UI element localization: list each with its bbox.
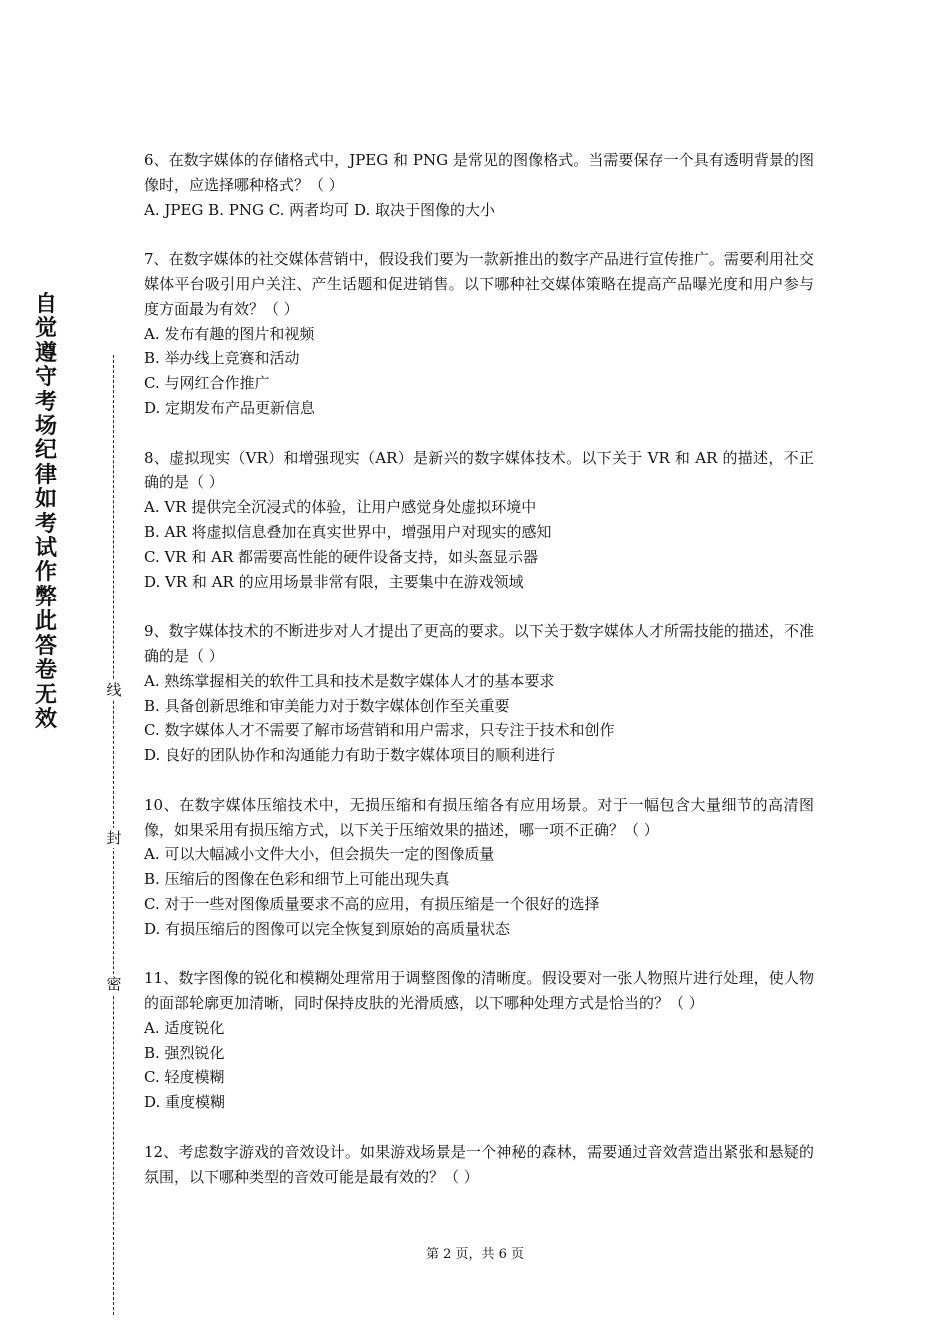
question-block (144, 619, 814, 768)
page-number-footer: 第 2 页，共 6 页 (425, 1247, 525, 1262)
answer-option: A. 熟练掌握相关的软件工具和技术是数字媒体人才的基本要求 (144, 671, 555, 690)
question-block (144, 966, 814, 1115)
question-stem: 10、在数字媒体压缩技术中，无损压缩和有损压缩各有应用场景。对于一幅包含大量细节的高清图像，如果采用有损压缩方式，以下关于压缩效果的描述，哪一项不正确？（ ） (144, 795, 814, 839)
question-stem: 8、虚拟现实（VR）和增强现实（AR）是新兴的数字媒体技术。以下关于 VR 和 AR 的描述，不正确的是（ ） (144, 448, 814, 492)
answer-option: B. 具备创新思维和审美能力对于数字媒体创作至关重要 (144, 696, 510, 715)
answer-option: D. 重度模糊 (144, 1093, 226, 1112)
answer-option: C. 与网红合作推广 (144, 374, 270, 393)
answer-option: B. 举办线上竞赛和活动 (144, 349, 300, 368)
answer-option: B. AR 将虚拟信息叠加在真实世界中，增强用户对现实的感知 (144, 522, 552, 541)
question-stem: 11、数字图像的锐化和模糊处理常用于调整图像的清晰度。假设要对一张人物照片进行处理，使人物的面部轮廓更加清晰，同时保持皮肤的光滑质感，以下哪种处理方式是恰当的？（ ） (144, 969, 814, 1013)
answer-option: C. VR 和 AR 都需要高性能的硬件设备支持，如头盔显示器 (144, 547, 539, 566)
answer-option: D. 良好的团队协作和沟通能力有助于数字媒体项目的顺利进行 (144, 746, 556, 765)
question-stem: 6、在数字媒体的存储格式中，JPEG 和 PNG 是常见的图像格式。当需要保存一个具有透明背景的图像时，应选择哪种格式？（ ） (144, 151, 814, 194)
binding-label-line: 线 (104, 680, 124, 700)
question-block (144, 247, 814, 421)
answer-option: A. JPEG B. PNG C. 两者均可 D. 取决于图像的大小 (144, 200, 495, 219)
question-block (144, 793, 814, 942)
answer-option: C. 对于一些对图像质量要求不高的应用，有损压缩是一个很好的选择 (144, 894, 600, 913)
exam-discipline-slogan: 自觉遵守考场纪律如考试作弊此答卷无效 (34, 292, 57, 732)
answer-option: C. 数字媒体人才不需要了解市场营销和用户需求，只专注于技术和创作 (144, 721, 615, 740)
question-block (144, 446, 814, 595)
answer-option: A. 适度锐化 (144, 1018, 225, 1037)
question-stem: 7、在数字媒体的社交媒体营销中，假设我们要为一款新推出的数字产品进行宣传推广。需要利用社交媒体平台吸引用户关注、产生话题和促进销售。以下哪种社交媒体策略在提高产品曝光度和用户参与度方面最为有效？（ ） (144, 250, 814, 318)
answer-option: B. 强烈锐化 (144, 1043, 225, 1062)
answer-option: D. 有损压缩后的图像可以完全恢复到原始的高质量状态 (144, 919, 511, 938)
binding-label-seal: 封 (104, 828, 124, 848)
answer-option: A. VR 提供完全沉浸式的体验，让用户感觉身处虚拟环境中 (144, 498, 537, 517)
answer-option: D. VR 和 AR 的应用场景非常有限，主要集中在游戏领域 (144, 572, 524, 591)
answer-option: D. 定期发布产品更新信息 (144, 398, 316, 417)
question-block (144, 148, 814, 222)
question-stem: 12、考虑数字游戏的音效设计。如果游戏场景是一个神秘的森林，需要通过音效营造出紧张和悬疑的氛围，以下哪种类型的音效可能是最有效的？（ ） (144, 1142, 814, 1186)
question-block (144, 1140, 814, 1190)
question-stem: 9、数字媒体技术的不断进步对人才提出了更高的要求。以下关于数字媒体人才所需技能的描述，不准确的是（ ） (144, 622, 814, 665)
question-list (144, 148, 814, 1214)
answer-option: A. 发布有趣的图片和视频 (144, 324, 315, 343)
binding-label-secret: 密 (104, 974, 124, 994)
answer-option: C. 轻度模糊 (144, 1068, 225, 1087)
answer-option: A. 可以大幅减小文件大小，但会损失一定的图像质量 (144, 845, 495, 864)
answer-option: B. 压缩后的图像在色彩和细节上可能出现失真 (144, 870, 450, 889)
